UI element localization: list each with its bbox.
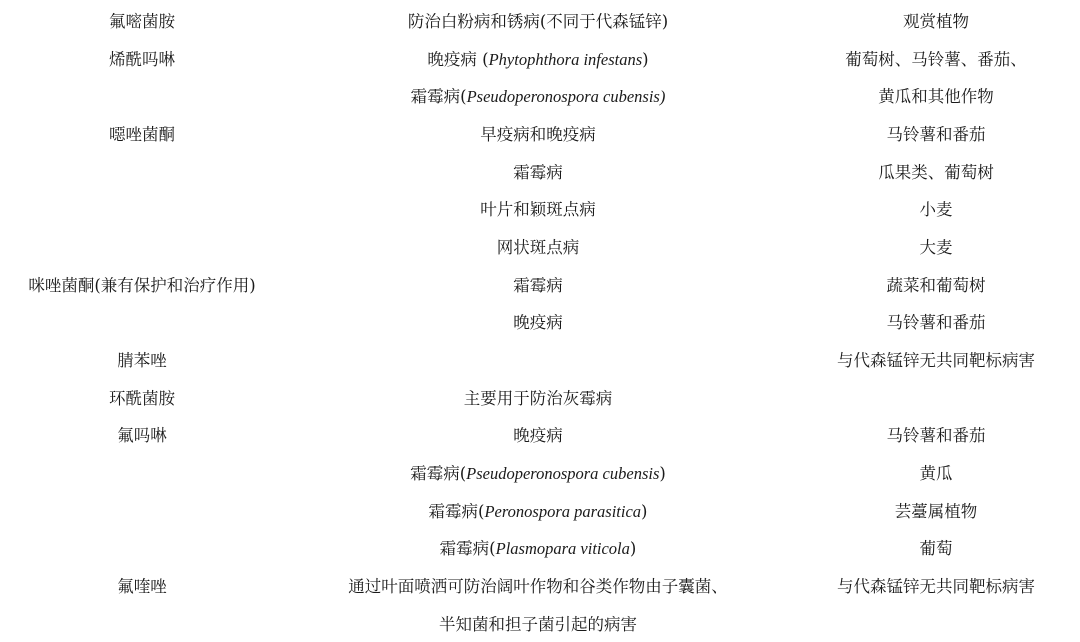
disease-text: ) [641,501,648,521]
target-crop-cell: 观赏植物 [903,11,969,31]
pathogen-name: Peronospora parasitica [484,501,642,521]
table-row [0,604,1080,642]
disease-text: 晚疫病 [513,313,563,333]
disease-cell [284,46,792,70]
table-row [0,39,1080,77]
disease-cell [284,121,792,145]
disease-cell [284,234,792,258]
table-row [0,566,1080,604]
disease-cell [284,498,792,522]
disease-cell [284,385,792,409]
disease-text: 叶片和颖斑点病 [480,200,596,220]
compound-cell: 烯酰吗啉 [109,49,175,69]
target-crop-cell: 马铃薯和番茄 [886,426,986,446]
disease-text: 半知菌和担子菌引起的病害 [439,614,637,634]
fungicide-table [0,1,1080,642]
compound-cell: 氟吗啉 [117,426,167,446]
compound-cell: 噁唑菌酮 [109,124,175,144]
disease-text: ) [659,464,666,484]
disease-cell [284,309,792,333]
target-crop-cell: 马铃薯和番茄 [886,124,986,144]
table-row [0,76,1080,114]
disease-cell [284,272,792,296]
target-crop-cell: 蔬菜和葡萄树 [886,275,986,295]
disease-text: ) [642,49,649,69]
table-row [0,227,1080,265]
compound-cell: 咪唑菌酮(兼有保护和治疗作用) [28,275,256,295]
target-crop-cell: 葡萄 [919,539,953,559]
table-row [0,529,1080,567]
table-row [0,453,1080,491]
disease-text: 防治白粉病和锈病(不同于代森锰锌) [407,11,669,31]
disease-text: ) [629,539,637,559]
disease-text: 通过叶面喷洒可防治阔叶作物和谷类作物由子囊菌、 [348,577,728,597]
disease-text: 晚疫病 ( [427,49,489,69]
disease-cell [284,460,792,484]
table-row [0,114,1080,152]
table-row [0,416,1080,454]
disease-cell [284,8,792,32]
disease-text: 霜霉病( [428,501,485,521]
table-row [0,378,1080,416]
target-crop-cell: 瓜果类、葡萄树 [878,162,994,182]
target-crop-cell: 芸薹属植物 [894,501,978,521]
disease-text: 早疫病和晚疫病 [480,124,596,144]
pathogen-name: Pseudoperonospora cubensis [466,464,660,484]
disease-text: 霜霉病( [410,464,467,484]
table-row [0,152,1080,190]
table-row [0,189,1080,227]
disease-cell [284,83,792,107]
target-crop-cell: 与代森锰锌无共同靶标病害 [837,577,1035,597]
disease-text: 主要用于防治灰霉病 [463,388,613,408]
compound-cell: 环酰菌胺 [109,388,175,408]
disease-text: 晚疫病 [513,426,563,446]
table-row [0,491,1080,529]
target-crop-cell: 葡萄树、马铃薯、番茄、 [845,49,1027,69]
pathogen-name: Plasmopara viticola [495,539,630,559]
disease-text: 霜霉病( [439,539,496,559]
compound-cell: 腈苯唑 [117,351,167,371]
compound-cell: 氟喹唑 [117,577,167,597]
disease-cell [284,422,792,446]
disease-text: 霜霉病( [410,87,467,107]
target-crop-cell: 黄瓜 [919,464,953,484]
table-row [0,265,1080,303]
table-row [0,340,1080,378]
disease-cell [284,196,792,220]
target-crop-cell: 大麦 [919,237,953,257]
pathogen-name: Phytophthora infestans [488,49,643,69]
disease-text: 霜霉病 [513,275,563,295]
disease-cell [284,159,792,183]
disease-cell [284,535,792,559]
target-crop-cell: 马铃薯和番茄 [886,313,986,333]
disease-text: 霜霉病 [513,162,563,182]
target-crop-cell: 与代森锰锌无共同靶标病害 [837,351,1035,371]
compound-cell: 氟嘧菌胺 [109,11,175,31]
disease-text: 网状斑点病 [496,237,580,257]
target-crop-cell: 黄瓜和其他作物 [878,87,994,107]
table-row [0,1,1080,39]
disease-cell [284,611,792,635]
target-crop-cell: 小麦 [919,200,953,220]
disease-cell [284,573,792,597]
table-row [0,303,1080,341]
pathogen-name: Pseudoperonospora cubensis) [466,87,666,107]
